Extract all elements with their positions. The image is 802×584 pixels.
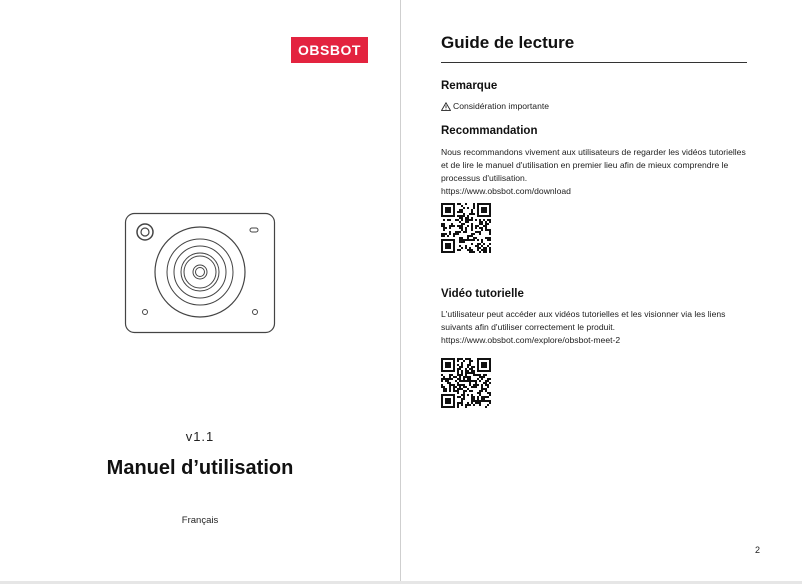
heading-rule bbox=[441, 62, 747, 63]
recommendation-heading: Recommandation bbox=[441, 125, 538, 137]
page-number: 2 bbox=[755, 545, 761, 555]
remark-note-text: Considération importante bbox=[453, 101, 550, 111]
tutorial-qr-code[interactable] bbox=[441, 358, 491, 408]
language-label: Français bbox=[181, 515, 219, 526]
tutorial-link[interactable]: https://www.obsbot.com/explore/obsbot-meet-2 bbox=[441, 335, 621, 345]
recommendation-text: Nous recommandons vivement aux utilisateurs de regarder les vidéos tutorielles et de lire le manuel d'utilisation en premier lieu afin de mieux comprendre le processus d'utilisation. bbox=[441, 147, 746, 183]
recommendation-body bbox=[441, 146, 747, 198]
left-page bbox=[0, 0, 400, 584]
remark-heading: Remarque bbox=[441, 80, 498, 92]
webcam-illustration bbox=[124, 212, 276, 334]
reading-guide-heading: Guide de lecture bbox=[441, 33, 575, 52]
tutorial-text: L'utilisateur peut accéder aux vidéos tutorielles et les visionner via les liens suivants afin d'utiliser correctement le produit. bbox=[441, 309, 726, 332]
manual-title: Manuel d’utilisation bbox=[106, 457, 294, 479]
warning-triangle-icon bbox=[441, 102, 451, 111]
remark-note bbox=[441, 101, 549, 111]
logo-text: OBSBOT bbox=[298, 42, 361, 58]
obsbot-logo bbox=[291, 37, 368, 63]
tutorial-body bbox=[441, 308, 747, 347]
download-link[interactable]: https://www.obsbot.com/download bbox=[441, 186, 571, 196]
download-qr-code[interactable] bbox=[441, 203, 491, 253]
version-label: v1.1 bbox=[185, 429, 215, 444]
tutorial-heading: Vidéo tutorielle bbox=[441, 288, 524, 300]
